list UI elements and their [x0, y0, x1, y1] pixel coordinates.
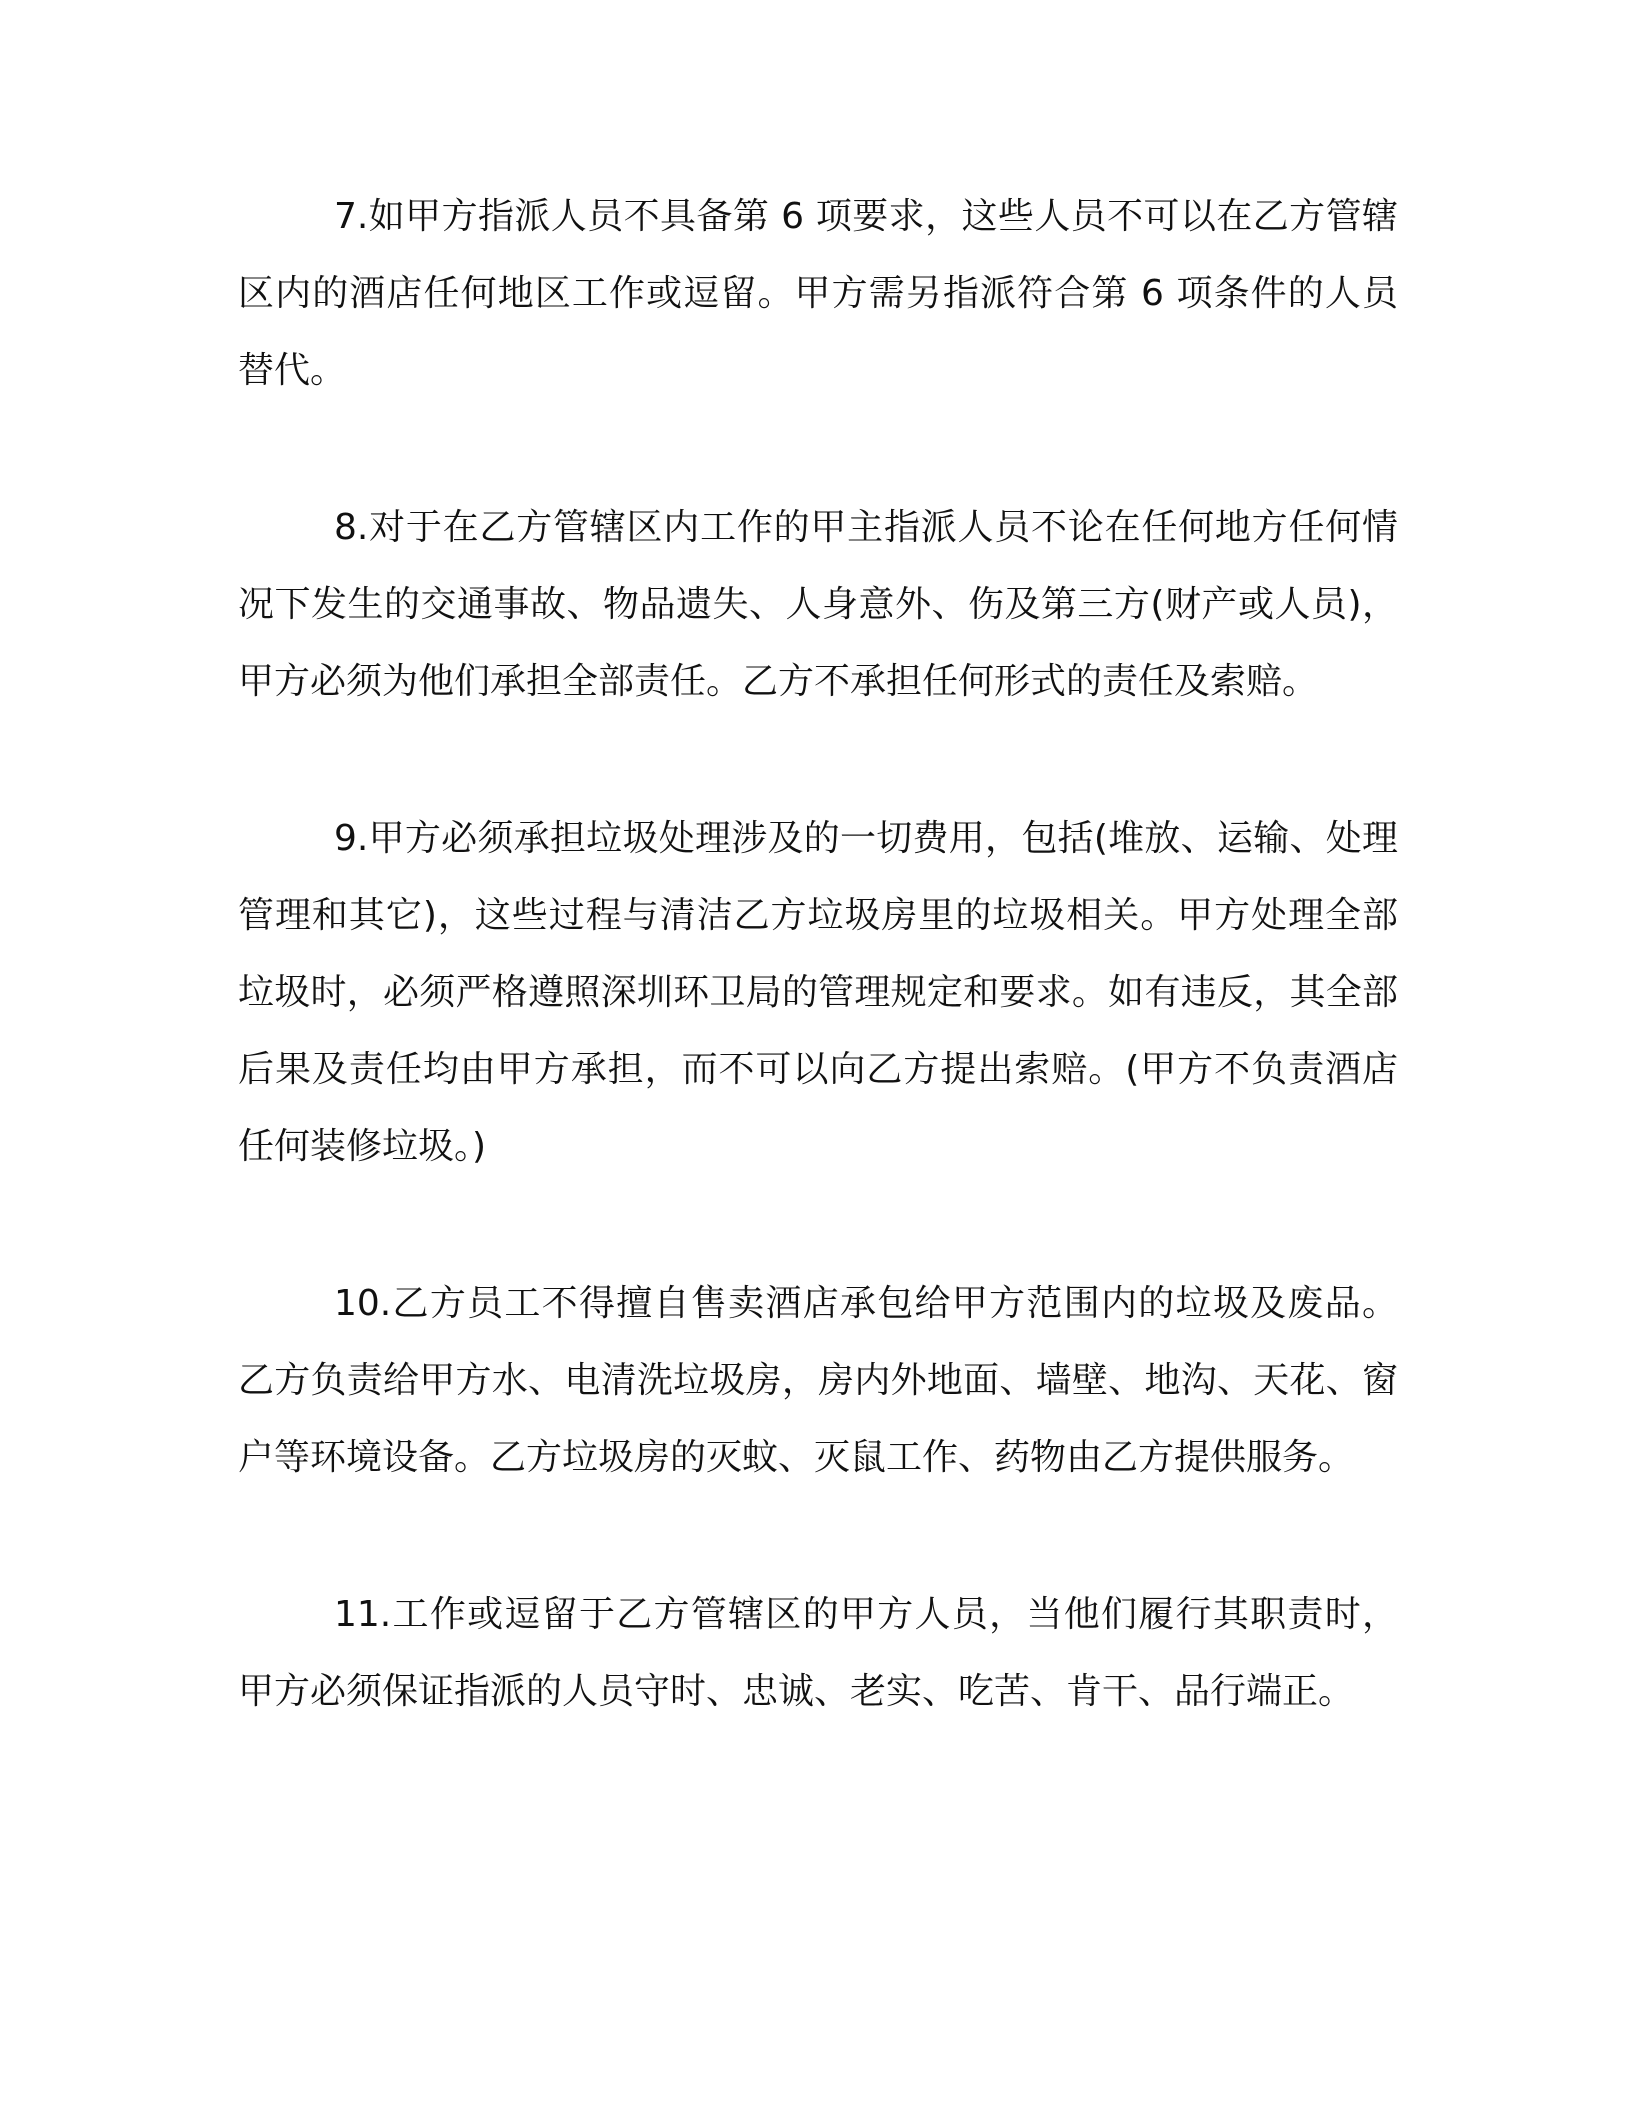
clause-8-paragraph: 8.对于在乙方管辖区内工作的甲主指派人员不论在任何地方任何情况下发生的交通事故、物品遗失、人身意外、伤及第三方(财产或人员)，甲方必须为他们承担全部责任。乙方不承担任何形式的责任及索赔。	[238, 507, 1398, 702]
clause-7-paragraph: 7.如甲方指派人员不具备第 6 项要求，这些人员不可以在乙方管辖区内的酒店任何地区工作或逗留。甲方需另指派符合第 6 项条件的人员替代。	[238, 196, 1398, 391]
clause-11-paragraph: 11.工作或逗留于乙方管辖区的甲方人员，当他们履行其职责时，甲方必须保证指派的人员守时、忠诚、老实、吃苦、肯干、品行端正。	[238, 1594, 1398, 1712]
clause-10-paragraph: 10.乙方员工不得擅自售卖酒店承包给甲方范围内的垃圾及废品。乙方负责给甲方水、电清洗垃圾房，房内外地面、墙壁、地沟、天花、窗户等环境设备。乙方垃圾房的灭蚊、灭鼠工作、药物由乙方提供服务。	[238, 1283, 1398, 1478]
clause-9-paragraph: 9.甲方必须承担垃圾处理涉及的一切费用，包括(堆放、运输、处理管理和其它)，这些过程与清洁乙方垃圾房里的垃圾相关。甲方处理全部垃圾时，必须严格遵照深圳环卫局的管理规定和要求。如有违反，其全部后果及责任均由甲方承担，而不可以向乙方提出索赔。(甲方不负责酒店任何装修垃圾。)	[238, 818, 1398, 1167]
document-body	[238, 178, 1398, 1730]
